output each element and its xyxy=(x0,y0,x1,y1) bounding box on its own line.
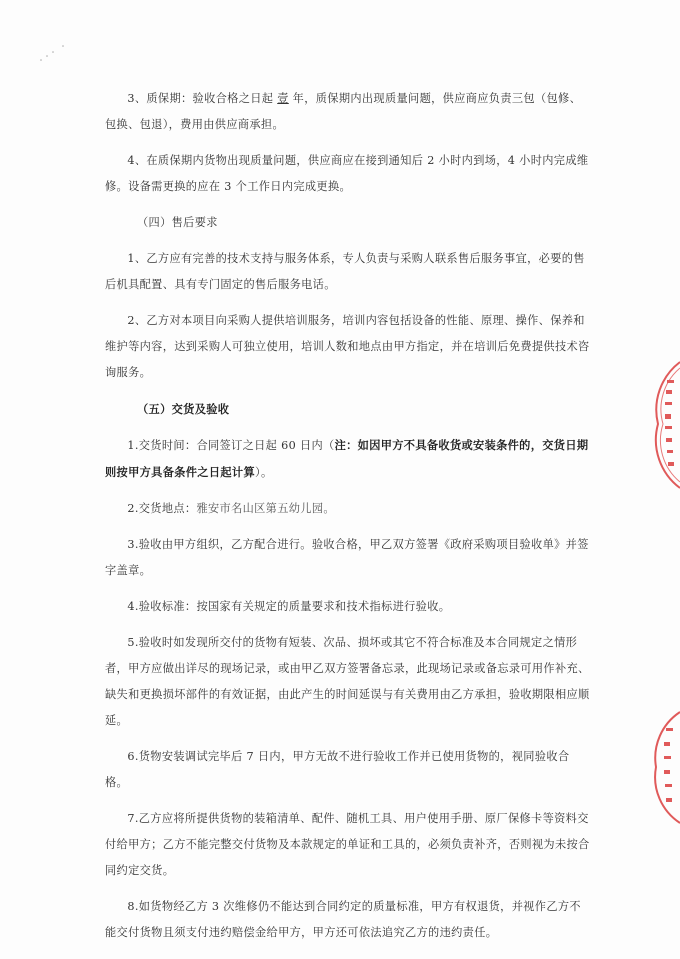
acceptance-standard-paragraph: 4.验收标准：按国家有关规定的质量要求和技术指标进行验收。 xyxy=(127,600,451,613)
repair-response-paragraph: 4、在质保期内货物出现质量问题，供应商应在接到通知后 2 小时内到场，4 小时内完成维修。设备需更换的应在 3 个工作日内完成更换。 xyxy=(105,154,589,193)
warranty-years: 壹 xyxy=(277,92,289,105)
after-sales-item-1: 1、乙方应有完善的技术支持与服务体系，专人负责与采购人联系售后服务事宜，必要的售后机具配置、具有专门固定的售后服务电话。 xyxy=(105,252,585,291)
delivery-time-end: ）。 xyxy=(255,466,273,479)
acceptance-defects-paragraph: 5.验收时如发现所交付的货物有短装、次品、损坏或其它不符合标准及本合同规定之情形者，甲方应做出详尽的现场记录，或由甲乙双方签署备忘录，此现场记录或备忘录可用作补充、缺失和更换损坏部件的有效证据，由此产生的时间延误与有关费用由乙方承担，验收期限相应顺延。 xyxy=(105,636,590,727)
delivery-time-paragraph xyxy=(105,432,590,486)
warranty-period-paragraph xyxy=(105,86,590,138)
delivery-time-note: 注：如因甲方不具备收货或安装条件的，交货日期则按甲方具备条件之日起计算 xyxy=(105,438,589,479)
delivery-location-value: 雅安市名山区第五幼儿园。 xyxy=(196,502,335,515)
delivery-location-paragraph xyxy=(105,496,590,522)
seal-stamp-lower xyxy=(650,710,680,825)
after-sales-heading: （四）售后要求 xyxy=(137,216,218,229)
delivery-location-label: 2.交货地点： xyxy=(127,502,197,515)
delivery-heading: （五）交货及验收 xyxy=(137,402,230,416)
return-goods-paragraph: 8.如货物经乙方 3 次维修仍不能达到合同约定的质量标准，甲方有权退货，并视作乙方不能交付货物且须支付违约赔偿金给甲方，甲方还可依法追究乙方的违约责任。 xyxy=(105,900,581,939)
acceptance-deadline-paragraph: 6.货物安装调试完毕后 7 日内，甲方无故不进行验收工作并已使用货物的，视同验收合格。 xyxy=(105,750,570,789)
delivery-time-text: 1.交货时间：合同签订之日起 60 日内（ xyxy=(127,439,335,452)
warranty-text-start: 3、质保期：验收合格之日起 xyxy=(127,92,274,105)
document-body xyxy=(105,86,590,956)
after-sales-item-2: 2、乙方对本项目向采购人提供培训服务，培训内容包括设备的性能、原理、操作、保养和维护等内容，达到采购人可独立使用，培训人数和地点由甲方指定，并在培训后免费提供技术咨询服务。 xyxy=(105,314,590,379)
scan-marks xyxy=(35,38,75,68)
seal-stamp-upper xyxy=(654,360,680,490)
acceptance-organize-paragraph: 3.验收由甲方组织，乙方配合进行。验收合格，甲乙双方签署《政府采购项目验收单》并签字盖章。 xyxy=(105,538,589,577)
warranty-text-end: 年，质保期内出现质量问题，供应商应负责三包（包修、包换、包退），费用由供应商承担。 xyxy=(105,92,582,131)
documents-delivery-paragraph: 7.乙方应将所提供货物的装箱清单、配件、随机工具、用户使用手册、原厂保修卡等资料交付给甲方；乙方不能完整交付货物及本款规定的单证和工具的，必须负责补齐，否则视为未按合同约定交货。 xyxy=(105,812,590,877)
